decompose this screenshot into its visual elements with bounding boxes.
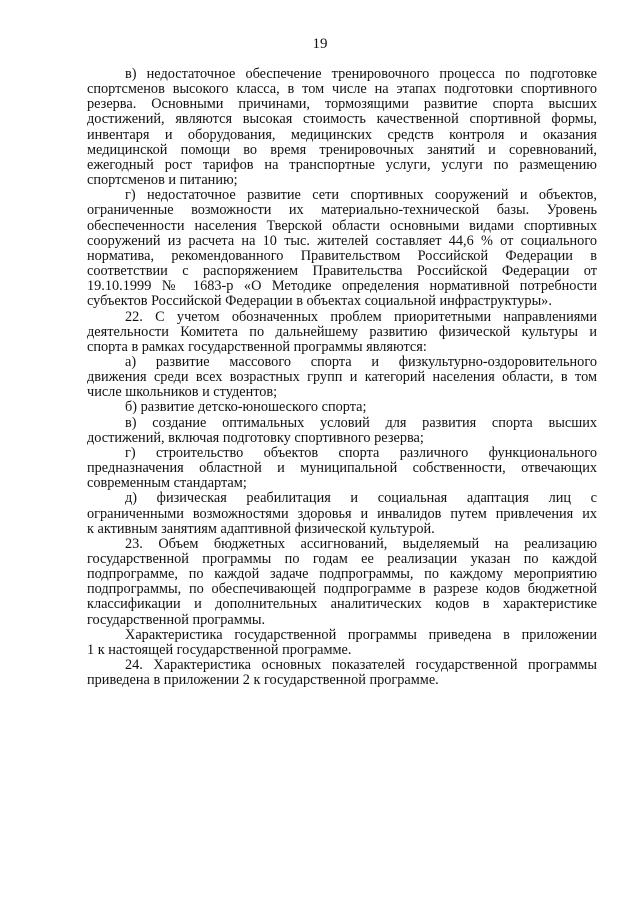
text-line: в) создание оптимальных условий для развития спорта высших xyxy=(125,415,597,431)
text-line: соответствии с распоряжением Правительства Российской Федерации от xyxy=(87,264,597,280)
text-line: деятельности Комитета по дальнейшему развитию физической культуры и xyxy=(87,324,597,340)
text-line: к активным занятиям адаптивной физической культурой. xyxy=(87,521,435,537)
text-line: д) физическая реабилитация и социальная адаптация лиц с xyxy=(125,491,597,507)
text-line: 1 к настоящей государственной программе. xyxy=(87,642,352,658)
text-line: спортсменов и питанию; xyxy=(87,173,238,189)
text-line: числе школьников и студентов; xyxy=(87,385,278,401)
text-line: норматива, рекомендованного Правительством Российской Федерации в xyxy=(87,248,597,264)
text-line: резерва. Основными причинами, тормозящими развитие спорта высших xyxy=(87,97,597,113)
text-line: в) недостаточное обеспечение тренировочного процесса по подготовке xyxy=(125,67,597,82)
page-number: 19 xyxy=(312,36,328,52)
document-body xyxy=(87,67,597,688)
text-line: предназначения областной и муниципальной собственности, отвечающих xyxy=(87,461,597,477)
text-line: а) развитие массового спорта и физкультурно-оздоровительного xyxy=(125,354,597,370)
text-line: движения среди всех возрастных групп и категорий населения области, в том xyxy=(87,370,597,386)
text-line: достижений, являются высокая стоимость качественной спортивной формы, xyxy=(87,112,597,128)
text-line: г) строительство объектов спорта различного функционального xyxy=(125,445,597,461)
text-line: инвентаря и оборудования, медицинских средств контроля и оказания xyxy=(87,127,597,143)
text-line: ограниченные возможности их материально-технической базы. Уровень xyxy=(87,203,597,219)
text-line: Характеристика государственной программы приведена в приложении xyxy=(125,627,597,643)
text-line: б) развитие детско-юношеского спорта; xyxy=(125,400,367,416)
text-line: спортсменов высокого класса, в том числе на этапах подготовки спортивного xyxy=(87,82,597,98)
text-line: ежегодный рост тарифов на транспортные услуги, услуги по размещению xyxy=(87,157,597,173)
text-line: ограниченными возможностями здоровья и инвалидов путем привлечения их xyxy=(87,506,597,522)
text-line: сооружений из расчета на 10 тыс. жителей составляет 44,6 % от социального xyxy=(87,233,597,249)
text-line: 22. С учетом обозначенных проблем приоритетными направлениями xyxy=(125,309,597,325)
text-line: государственной программы. xyxy=(87,612,266,628)
text-line: достижений, включая подготовку спортивного резерва; xyxy=(87,430,424,446)
text-line: спорта в рамках государственной программы являются: xyxy=(87,339,427,355)
text-line: 24. Характеристика основных показателей государственной программы xyxy=(125,658,597,674)
text-line: приведена в приложении 2 к государственной программе. xyxy=(87,673,439,689)
text-line: обеспеченности населения Тверской области основными видами спортивных xyxy=(87,218,597,234)
text-line: классификации и дополнительных аналитических кодов в характеристике xyxy=(87,597,597,613)
text-line: 23. Объем бюджетных ассигнований, выделяемый на реализацию xyxy=(125,536,597,552)
text-line: государственной программы по годам ее реализации указан по каждой xyxy=(87,552,597,567)
text-line: подпрограммы, по обеспечивающей подпрограмме в разрезе кодов бюджетной xyxy=(87,582,597,598)
text-line: медицинской помощи во время тренировочных занятий и соревнований, xyxy=(87,142,597,158)
text-line: субъектов Российской Федерации в объектах социальной инфраструктуры». xyxy=(87,294,552,310)
text-line: подпрограмме, по каждой задаче подпрограммы, по каждому мероприятию xyxy=(87,567,597,583)
text-line: 19.10.1999 № 1683-р «О Методике определения нормативной потребности xyxy=(87,279,597,295)
text-line: современным стандартам; xyxy=(87,476,247,492)
text-line: г) недостаточное развитие сети спортивных сооружений и объектов, xyxy=(125,188,597,204)
